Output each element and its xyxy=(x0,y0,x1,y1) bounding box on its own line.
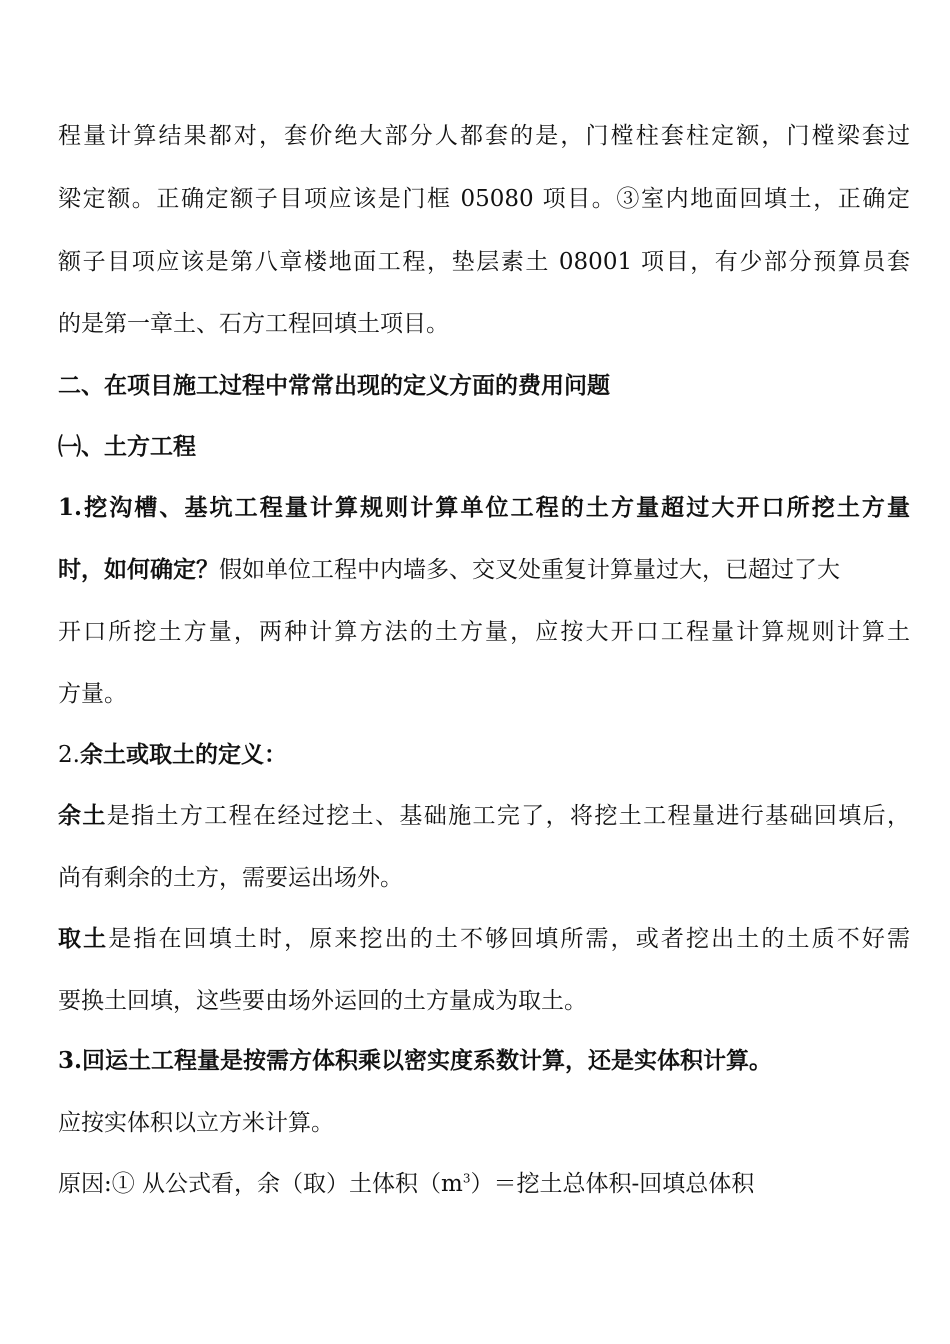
question-1-answer-start: 假如单位工程中内墙多、交叉处重复计算量过大，已超过了大 xyxy=(219,557,840,583)
question-2-title-text: 余土或取土的定义： xyxy=(79,741,287,768)
question-1-line-3: 开口所挖土方量，两种计算方法的土方量，应按大开口工程量计算规则计算土 xyxy=(58,619,910,645)
yutu-term: 余土 xyxy=(58,802,107,829)
question-3-reason xyxy=(58,1169,910,1199)
question-1-title: 1.挖沟槽、基坑工程量计算规则计算单位工程的土方量超过大开口所挖土方量 xyxy=(58,494,910,521)
qutu-definition: 是指在回填土时，原来挖出的土不够回填所需，或者挖出土的土质不好需 xyxy=(108,926,911,952)
qutu-definition-line-2: 要换土回填，这些要由场外运回的土方量成为取土。 xyxy=(58,988,587,1014)
qutu-definition-line-1 xyxy=(58,924,910,954)
question-1-line-4: 方量。 xyxy=(58,681,127,707)
yutu-definition-line-2: 尚有剩余的土方，需要运出场外。 xyxy=(58,865,403,891)
qutu-term: 取土 xyxy=(58,925,109,952)
question-2-number: 2. xyxy=(58,742,80,768)
cubic-superscript: 3 xyxy=(462,1171,471,1186)
para1-line-3: 额子目项应该是第八章楼地面工程，垫层素土 08001 项目，有少部分预算员套 xyxy=(58,249,910,275)
question-1-title-end: 时，如何确定？ xyxy=(58,556,219,583)
reason-formula: ）＝挖土总体积-回填总体积 xyxy=(470,1171,755,1197)
para1-line-4: 的是第一章土、石方工程回填土项目。 xyxy=(58,311,449,337)
para1-line-1: 程量计算结果都对，套价绝大部分人都套的是，门樘柱套柱定额，门樘梁套过 xyxy=(58,123,910,149)
yutu-definition-line-1 xyxy=(58,801,910,831)
para1-line-2: 梁定额。正确定额子目项应该是门框 05080 项目。③室内地面回填土，正确定 xyxy=(58,186,910,212)
question-2-title xyxy=(58,740,910,770)
yutu-definition: 是指土方工程在经过挖土、基础施工完了，将挖土工程量进行基础回填后， xyxy=(106,803,911,829)
reason-prefix: 原因:① 从公式看，余（取）土体积（m xyxy=(58,1171,463,1197)
subsection-heading: ㈠、土方工程 xyxy=(58,433,196,460)
question-1-line-2 xyxy=(58,555,910,585)
question-3-answer: 应按实体积以立方米计算。 xyxy=(58,1110,334,1136)
section-heading: 二、在项目施工过程中常常出现的定义方面的费用问题 xyxy=(58,372,610,399)
question-3-title: 3.回运土工程量是按需方体积乘以密实度系数计算，还是实体积计算。 xyxy=(58,1047,773,1074)
